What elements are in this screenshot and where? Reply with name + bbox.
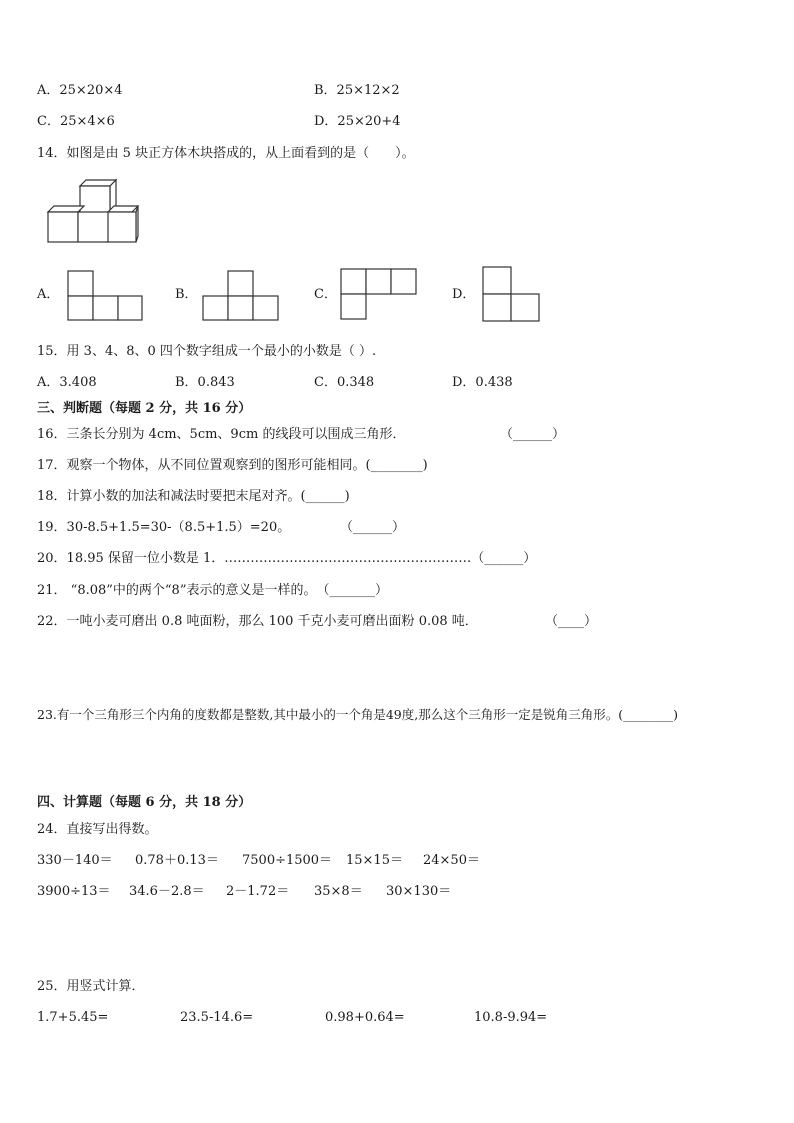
q14-label-a: A． bbox=[37, 287, 60, 302]
q24-item: 34.6－2.8＝ bbox=[129, 884, 205, 899]
q16-text: 16．三条长分别为 4cm、5cm、9cm 的线段可以围成三角形． bbox=[37, 427, 406, 442]
q14-label-d: D． bbox=[452, 287, 476, 302]
q18-text: 18．计算小数的加法和减法时要把末尾对齐。(______) bbox=[37, 489, 350, 504]
q25-stem: 25．用竖式计算． bbox=[37, 979, 145, 994]
q14-view-b bbox=[201, 268, 281, 324]
q13-option-a: A．25×20×4 bbox=[37, 83, 123, 98]
q20-text: 20．18.95 保留一位小数是 1．…………………………………………………（______） bbox=[37, 551, 537, 566]
q24-item: 35×8＝ bbox=[314, 884, 363, 899]
q25-item: 10.8-9.94= bbox=[474, 1010, 548, 1025]
q13-option-d: D．25×20+4 bbox=[314, 114, 401, 129]
q19-answer-blank[interactable]: （______） bbox=[340, 520, 406, 535]
q13-option-c: C．25×4×6 bbox=[37, 114, 115, 129]
q24-item: 0.78＋0.13＝ bbox=[135, 853, 219, 868]
q14-stem: 14．如图是由 5 块正方体木块搭成的，从上面看到的是（ ）。 bbox=[37, 146, 415, 161]
section4-title: 四、计算题（每题 6 分，共 18 分） bbox=[37, 795, 252, 810]
q19-text: 19．30-8.5+1.5=30-（8.5+1.5）=20。 bbox=[37, 520, 291, 535]
q22-text: 22．一吨小麦可磨出 0.8 吨面粉，那么 100 千克小麦可磨出面粉 0.08 吨． bbox=[37, 614, 478, 629]
q16-answer-blank[interactable]: （______） bbox=[500, 427, 566, 442]
q24-item: 15×15＝ bbox=[346, 853, 403, 868]
section3-title: 三、判断题（每题 2 分，共 16 分） bbox=[37, 401, 252, 416]
q15-option-c: C．0.348 bbox=[314, 375, 375, 390]
q13-option-b: B．25×12×2 bbox=[314, 83, 400, 98]
q14-view-c bbox=[339, 266, 419, 324]
q25-item: 1.7+5.45= bbox=[37, 1010, 109, 1025]
q15-stem: 15．用 3、4、8、0 四个数字组成一个最小的小数是（ ）. bbox=[37, 344, 377, 359]
q15-option-d: D．0.438 bbox=[452, 375, 513, 390]
q24-stem: 24．直接写出得数。 bbox=[37, 822, 158, 837]
q21-text: 21． “8.08”中的两个“8”表示的意义是一样的。 （_______） bbox=[37, 583, 388, 598]
q24-item: 24×50＝ bbox=[423, 853, 480, 868]
q25-item: 23.5-14.6= bbox=[180, 1010, 254, 1025]
q24-item: 30×130＝ bbox=[386, 884, 452, 899]
q24-item: 2－1.72＝ bbox=[226, 884, 290, 899]
q24-item: 3900÷13＝ bbox=[37, 884, 111, 899]
q14-view-a bbox=[66, 268, 144, 324]
q15-option-b: B．0.843 bbox=[175, 375, 235, 390]
q23-text: 23.有一个三角形三个内角的度数都是整数,其中最小的一个角是49度,那么这个三角形一定是锐角三角形。(________) bbox=[37, 707, 678, 722]
q14-cube-figure bbox=[40, 176, 140, 246]
q14-label-b: B． bbox=[175, 287, 198, 302]
q24-item: 7500÷1500＝ bbox=[242, 853, 333, 868]
q17-text: 17．观察一个物体，从不同位置观察到的图形可能相同。(________) bbox=[37, 458, 428, 473]
q14-view-d bbox=[481, 264, 543, 324]
q22-answer-blank[interactable]: （____） bbox=[545, 614, 598, 629]
q14-label-c: C． bbox=[314, 287, 337, 302]
q24-item: 330－140＝ bbox=[37, 853, 113, 868]
q25-item: 0.98+0.64= bbox=[325, 1010, 405, 1025]
q15-option-a: A．3.408 bbox=[37, 375, 97, 390]
